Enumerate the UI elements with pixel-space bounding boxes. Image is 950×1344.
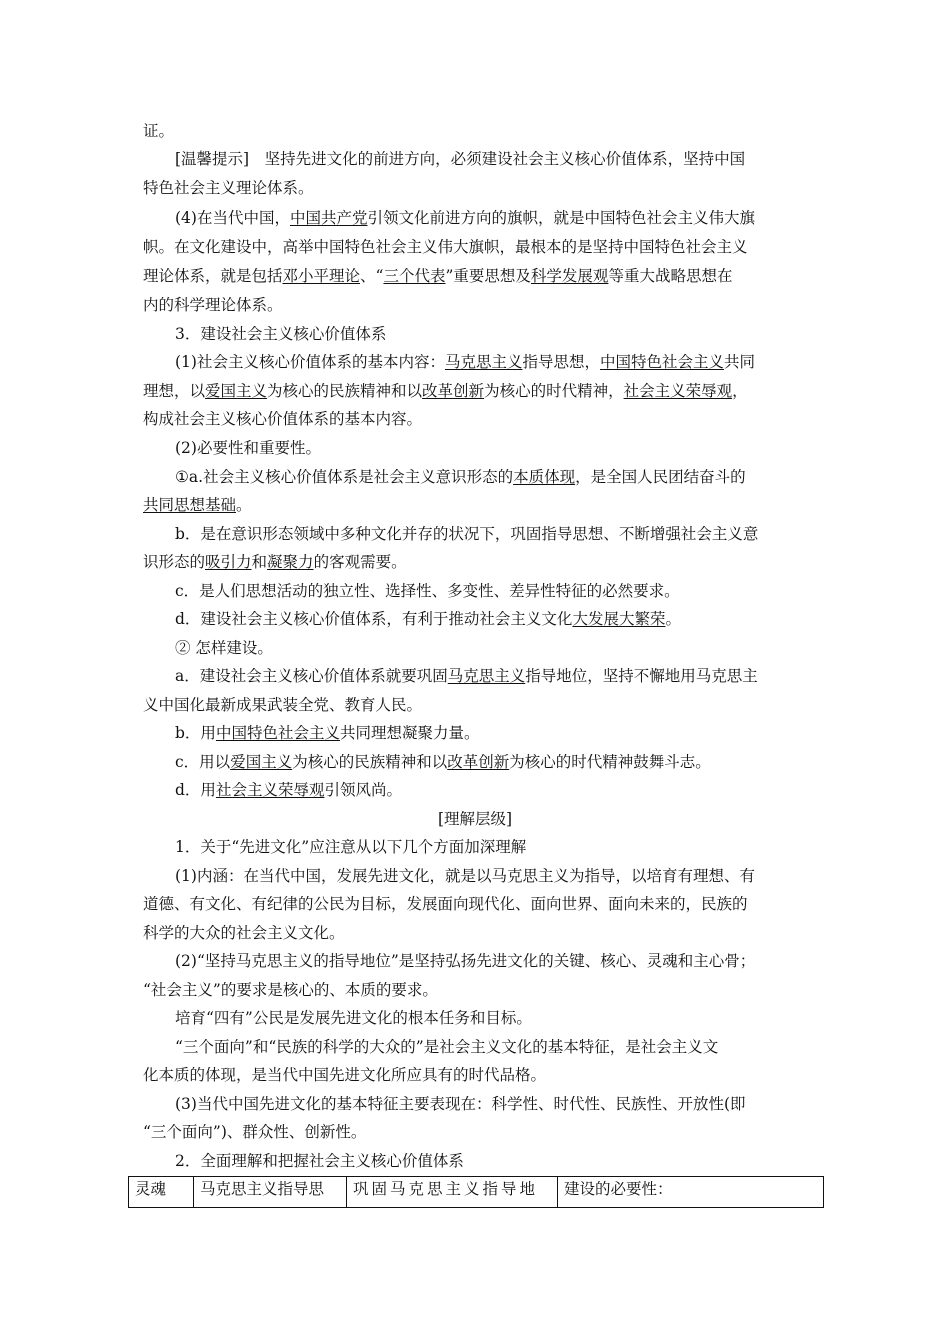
key-term: 大发展大繁荣 xyxy=(572,610,666,628)
paragraph-line: 化本质的体现，是当代中国先进文化所应具有的时代品格。 xyxy=(143,1066,547,1084)
paragraph-line: 科学的大众的社会主义文化。 xyxy=(143,924,345,942)
paragraph-line: (3)当代中国先进文化的基本特征主要表现在：科学性、时代性、民族性、开放性(即 xyxy=(175,1095,746,1113)
paragraph-line: ①a.社会主义核心价值体系是社会主义意识形态的本质体现，是全国人民团结奋斗的 xyxy=(175,468,746,486)
paragraph-line: 义中国化最新成果武装全党、教育人民。 xyxy=(143,696,423,714)
key-term: 改革创新 xyxy=(422,382,485,400)
key-term: 马克思主义 xyxy=(447,667,526,685)
paragraph-line: b．是在意识形态领域中多种文化并存的状况下，巩固指导思想、不断增强社会主义意 xyxy=(175,525,759,543)
key-term: 社会主义荣辱观 xyxy=(623,382,733,400)
key-term: 改革创新 xyxy=(447,753,510,771)
paragraph-line: 构成社会主义核心价值体系的基本内容。 xyxy=(143,410,423,428)
paragraph-line: 证。 xyxy=(143,122,175,140)
key-term: 三个代表 xyxy=(383,267,446,285)
paragraph-line: 培育“四有”公民是发展先进文化的根本任务和目标。 xyxy=(175,1009,532,1027)
paragraph-line: (2)“坚持马克思主义的指导地位”是坚持弘扬先进文化的关键、核心、灵魂和主心骨； xyxy=(175,952,756,970)
paragraph-line: “三个面向”)、群众性、创新性。 xyxy=(143,1123,367,1141)
paragraph-line: 帜。在文化建设中，高举中国特色社会主义伟大旗帜，最根本的是坚持中国特色社会主义 xyxy=(143,238,748,256)
key-term: 共同思想基础 xyxy=(143,496,237,514)
key-term: 吸引力 xyxy=(205,553,252,571)
table-cell: 马克思主义指导思 xyxy=(194,1177,347,1208)
key-term: 中国特色社会主义 xyxy=(215,724,340,742)
paragraph-line: b．用中国特色社会主义共同理想凝聚力量。 xyxy=(175,724,480,742)
key-term: 凝聚力 xyxy=(267,553,314,571)
paragraph-line: ② 怎样建设。 xyxy=(175,639,273,657)
paragraph-line: 识形态的吸引力和凝聚力的客观需要。 xyxy=(143,553,407,571)
key-term: 爱国主义 xyxy=(230,753,293,771)
key-term: 中国特色社会主义 xyxy=(600,353,725,371)
paragraph-line: c．用以爱国主义为核心的民族精神和以改革创新为核心的时代精神鼓舞斗志。 xyxy=(175,753,711,771)
section-heading: 2．全面理解和把握社会主义核心价值体系 xyxy=(175,1152,464,1170)
paragraph-line: (1)内涵：在当代中国，发展先进文化，就是以马克思主义为指导，以培育有理想、有 xyxy=(175,867,755,885)
paragraph-line: (1)社会主义核心价值体系的基本内容：马克思主义指导思想，中国特色社会主义共同 xyxy=(175,353,756,371)
paragraph-line: c．是人们思想活动的独立性、选择性、多变性、差异性特征的必然要求。 xyxy=(175,582,680,600)
paragraph-line: 道德、有文化、有纪律的公民为目标，发展面向现代化、面向世界、面向未来的，民族的 xyxy=(143,895,748,913)
paragraph-line: a．建设社会主义核心价值体系就要巩固马克思主义指导地位，坚持不懈地用马克思主 xyxy=(175,667,758,685)
key-term: 中国共产党 xyxy=(289,209,368,227)
section-heading: 1．关于“先进文化”应注意从以下几个方面加深理解 xyxy=(175,838,527,856)
key-term: 邓小平理论 xyxy=(282,267,361,285)
key-term: 本质体现 xyxy=(513,468,576,486)
paragraph-line: 理论体系，就是包括邓小平理论、“三个代表”重要思想及科学发展观等重大战略思想在 xyxy=(143,267,733,285)
paragraph-line: (4)在当代中国，中国共产党引领文化前进方向的旗帜，就是中国特色社会主义伟大旗 xyxy=(175,209,755,227)
paragraph-line: “三个面向”和“民族的科学的大众的”是社会主义文化的基本特征，是社会主义文 xyxy=(175,1038,719,1056)
paragraph-line: (2)必要性和重要性。 xyxy=(175,439,321,457)
key-term: 社会主义荣辱观 xyxy=(215,781,325,799)
key-term: 马克思主义 xyxy=(444,353,523,371)
tip-line: [温馨提示] 坚持先进文化的前进方向，必须建设社会主义核心价值体系，坚持中国 xyxy=(175,150,746,168)
paragraph-line: 特色社会主义理论体系。 xyxy=(143,179,314,197)
paragraph-line: 内的科学理论体系。 xyxy=(143,296,283,314)
key-term: 科学发展观 xyxy=(530,267,609,285)
section-heading: 3．建设社会主义核心价值体系 xyxy=(175,325,387,343)
paragraph-line: d．建设社会主义核心价值体系，有利于推动社会主义文化大发展大繁荣。 xyxy=(175,610,681,628)
section-title: [理解层级] xyxy=(437,810,513,828)
paragraph-line: d．用社会主义荣辱观引领风尚。 xyxy=(175,781,402,799)
core-values-table xyxy=(128,1176,824,1208)
paragraph-line: 共同思想基础。 xyxy=(143,496,252,514)
paragraph-line: “社会主义”的要求是核心的、本质的要求。 xyxy=(143,981,438,999)
table-cell: 巩固马克思主义指导地 xyxy=(347,1177,558,1208)
paragraph-line: 理想，以爱国主义为核心的民族精神和以改革创新为核心的时代精神，社会主义荣辱观， xyxy=(143,382,748,400)
table-row xyxy=(129,1177,824,1208)
key-term: 爱国主义 xyxy=(205,382,268,400)
table-cell: 建设的必要性： xyxy=(558,1177,824,1208)
table-cell: 灵魂 xyxy=(129,1177,194,1208)
